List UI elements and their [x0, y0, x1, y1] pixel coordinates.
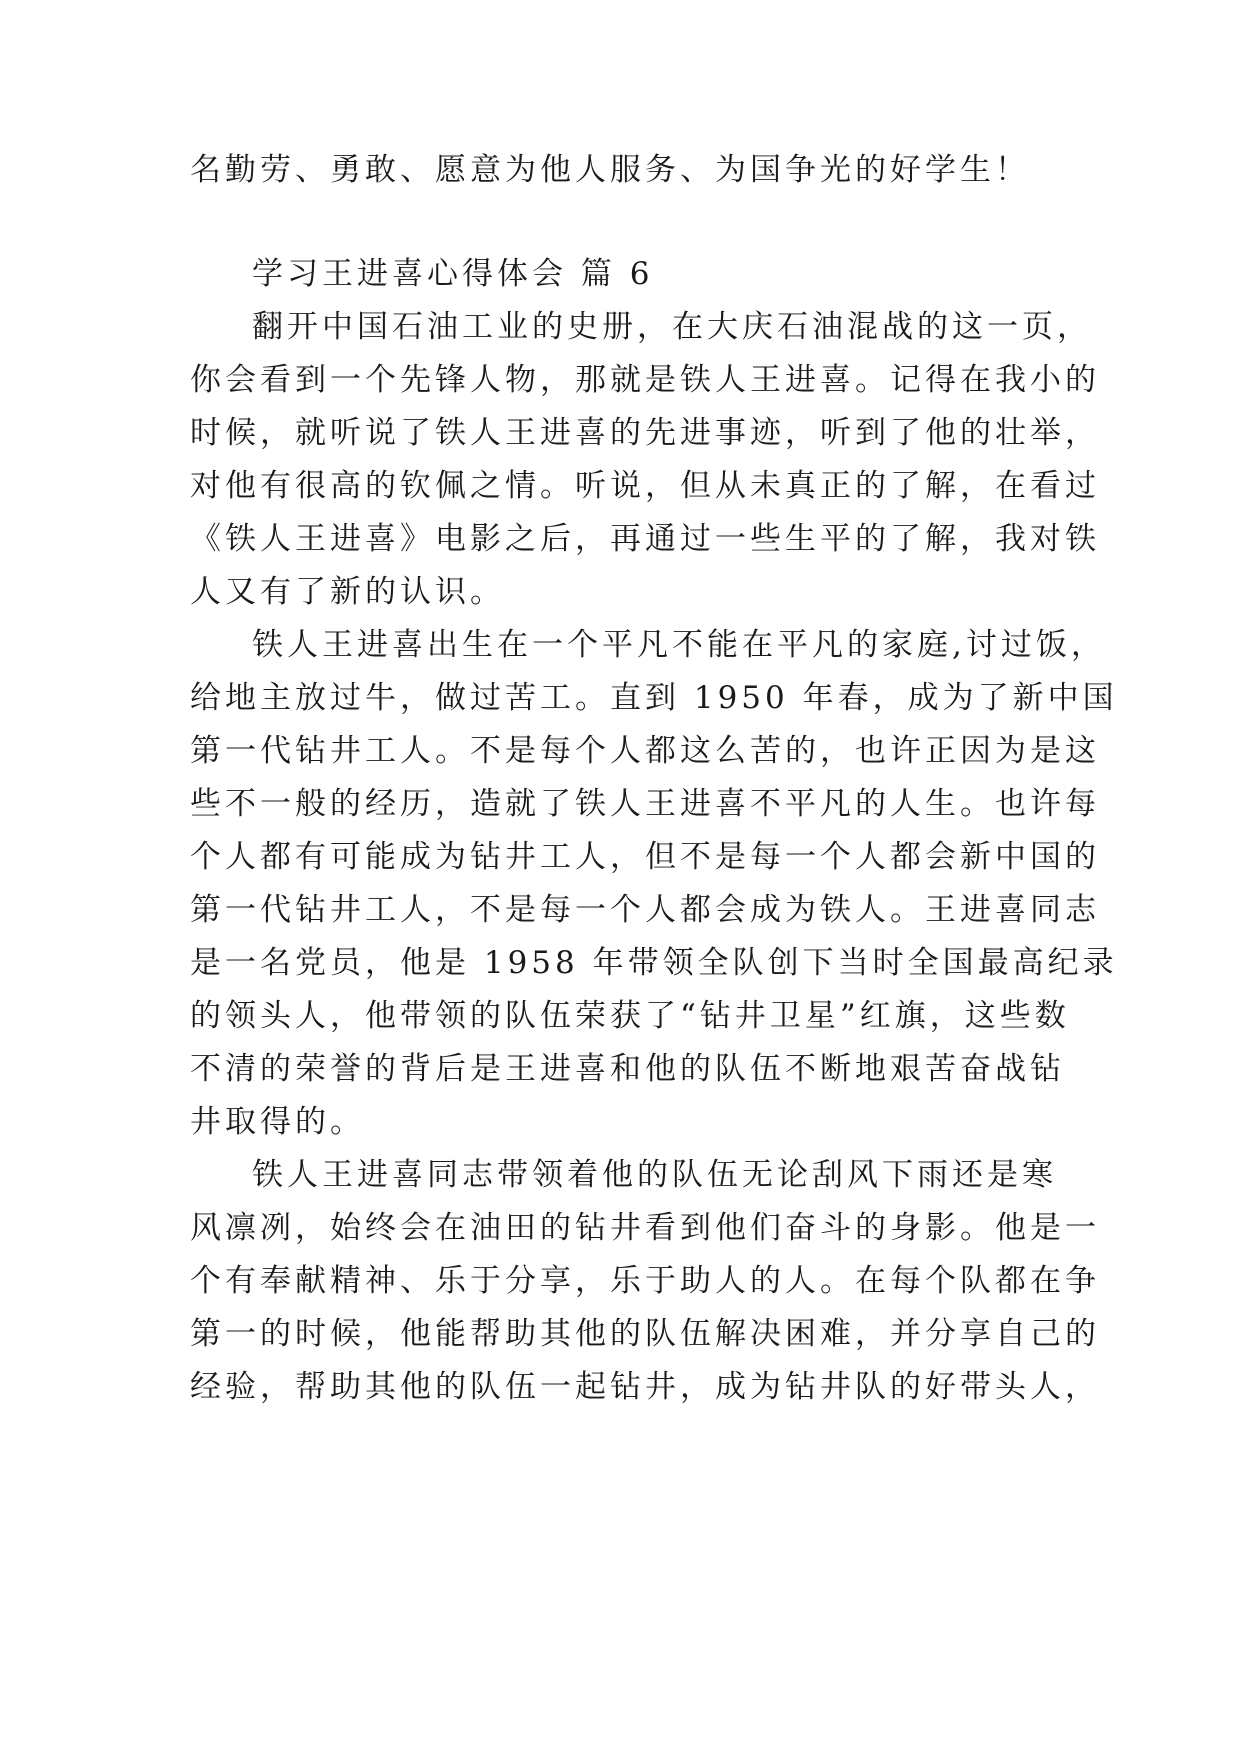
- text-line: 井取得的。: [190, 1104, 365, 1140]
- text-line: 第一代钻井工人，不是每一个人都会成为铁人。王进喜同志: [190, 892, 1100, 928]
- section-heading: 学习王进喜心得体会 篇 6: [252, 256, 654, 292]
- text-line: 第一代钻井工人。不是每个人都这么苦的，也许正因为是这: [190, 733, 1100, 769]
- text-line: 对他有很高的钦佩之情。听说，但从未真正的了解，在看过: [190, 468, 1100, 504]
- text-line: 时候，就听说了铁人王进喜的先进事迹，听到了他的壮举，: [190, 415, 1100, 451]
- text-line: 的领头人，他带领的队伍荣获了“钻井卫星”红旗，这些数: [190, 998, 1070, 1034]
- text-line: 《铁人王进喜》电影之后，再通过一些生平的了解，我对铁: [190, 521, 1100, 557]
- text-line: 名勤劳、勇敢、愿意为他人服务、为国争光的好学生！: [190, 152, 1030, 188]
- text-line: 个有奉献精神、乐于分享，乐于助人的人。在每个队都在争: [190, 1263, 1100, 1299]
- text-line: 经验，帮助其他的队伍一起钻井，成为钻井队的好带头人，: [190, 1369, 1100, 1405]
- text-line: 不清的荣誉的背后是王进喜和他的队伍不断地艰苦奋战钻: [190, 1051, 1065, 1087]
- text-line: 风凛冽，始终会在油田的钻井看到他们奋斗的身影。他是一: [190, 1210, 1100, 1246]
- text-line: 给地主放过牛，做过苦工。直到 1950 年春，成为了新中国: [190, 680, 1118, 716]
- text-line: 你会看到一个先锋人物，那就是铁人王进喜。记得在我小的: [190, 362, 1100, 398]
- text-line: 第一的时候，他能帮助其他的队伍解决困难，并分享自己的: [190, 1316, 1100, 1352]
- text-line: 是一名党员，他是 1958 年带领全队创下当时全国最高纪录: [190, 945, 1118, 981]
- text-line: 些不一般的经历，造就了铁人王进喜不平凡的人生。也许每: [190, 786, 1100, 822]
- text-line: 铁人王进喜同志带领着他的队伍无论刮风下雨还是寒: [252, 1157, 1057, 1193]
- text-line: 人又有了新的认识。: [190, 574, 505, 610]
- text-line: 翻开中国石油工业的史册，在大庆石油混战的这一页，: [252, 309, 1092, 345]
- text-line: 铁人王进喜出生在一个平凡不能在平凡的家庭,讨过饭，: [252, 627, 1106, 663]
- text-line: 个人都有可能成为钻井工人，但不是每一个人都会新中国的: [190, 839, 1100, 875]
